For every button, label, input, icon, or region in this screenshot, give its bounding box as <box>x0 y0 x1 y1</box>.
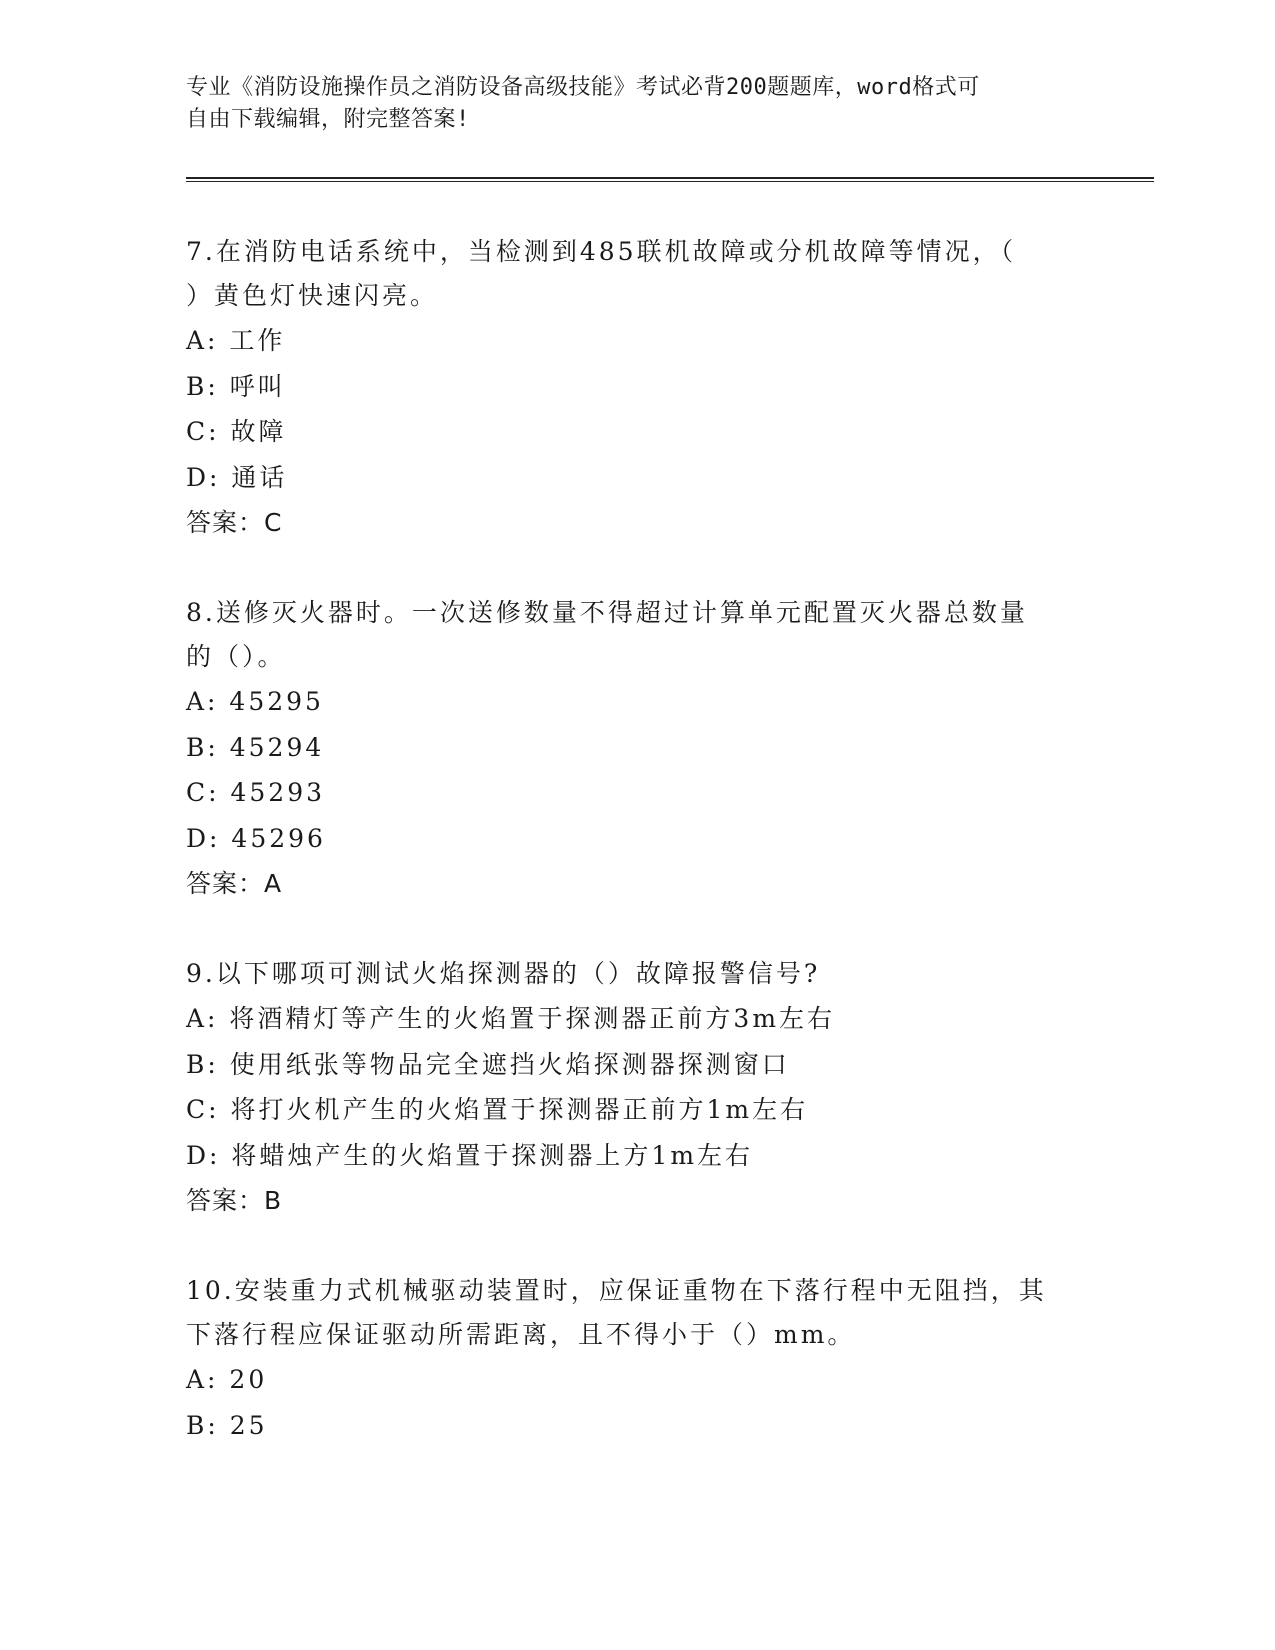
option-d: D: 通话 <box>186 462 288 492</box>
option-b: B: 45294 <box>186 732 325 762</box>
option-c: C: 45293 <box>186 778 326 807</box>
option-a: A: 45295 <box>186 687 324 716</box>
answer-line: 答案：C <box>186 508 283 537</box>
question-9 <box>186 952 1086 1223</box>
option-b: B: 呼叫 <box>186 371 286 401</box>
option-a: A: 20 <box>186 1365 268 1394</box>
option-a: A: 工作 <box>186 326 286 355</box>
question-text-line: 8.送修灭火器时。一次送修数量不得超过计算单元配置灭火器总数量 <box>186 598 1028 627</box>
option-c: C: 故障 <box>186 417 287 446</box>
option-b: B: 使用纸张等物品完全遮挡火焰探测器探测窗口 <box>186 1049 790 1079</box>
option-a: A: 将酒精灯等产生的火焰置于探测器正前方3m左右 <box>186 1004 836 1033</box>
header-line-1: 专业《消防设施操作员之消防设备高级技能》考试必背200题题库，word格式可 <box>186 75 980 100</box>
question-text-line: 9.以下哪项可测试火焰探测器的（）故障报警信号? <box>186 959 821 988</box>
question-text-line: 7.在消防电话系统中，当检测到485联机故障或分机故障等情况，（ <box>186 237 1017 266</box>
answer-line: 答案：B <box>186 1186 283 1215</box>
option-d: D: 45296 <box>186 823 326 853</box>
option-b: B: 25 <box>186 1410 268 1440</box>
question-text-line: 的（）。 <box>186 642 286 671</box>
answer-line: 答案：A <box>186 869 283 898</box>
document-header <box>186 72 1086 136</box>
question-text-line: 下落行程应保证驱动所需距离，且不得小于（）mm。 <box>186 1320 856 1349</box>
question-text-line: ）黄色灯快速闪亮。 <box>186 281 439 310</box>
question-list <box>186 230 1086 1494</box>
question-10 <box>186 1269 1086 1448</box>
option-d: D: 将蜡烛产生的火焰置于探测器上方1m左右 <box>186 1140 754 1170</box>
header-line-2: 自由下载编辑，附完整答案! <box>186 107 470 132</box>
question-8 <box>186 591 1086 906</box>
question-text-line: 10.安装重力式机械驱动装置时，应保证重物在下落行程中无阻挡，其 <box>186 1276 1047 1305</box>
question-7 <box>186 230 1086 545</box>
option-c: C: 将打火机产生的火焰置于探测器正前方1m左右 <box>186 1095 809 1124</box>
header-divider <box>186 177 1154 182</box>
